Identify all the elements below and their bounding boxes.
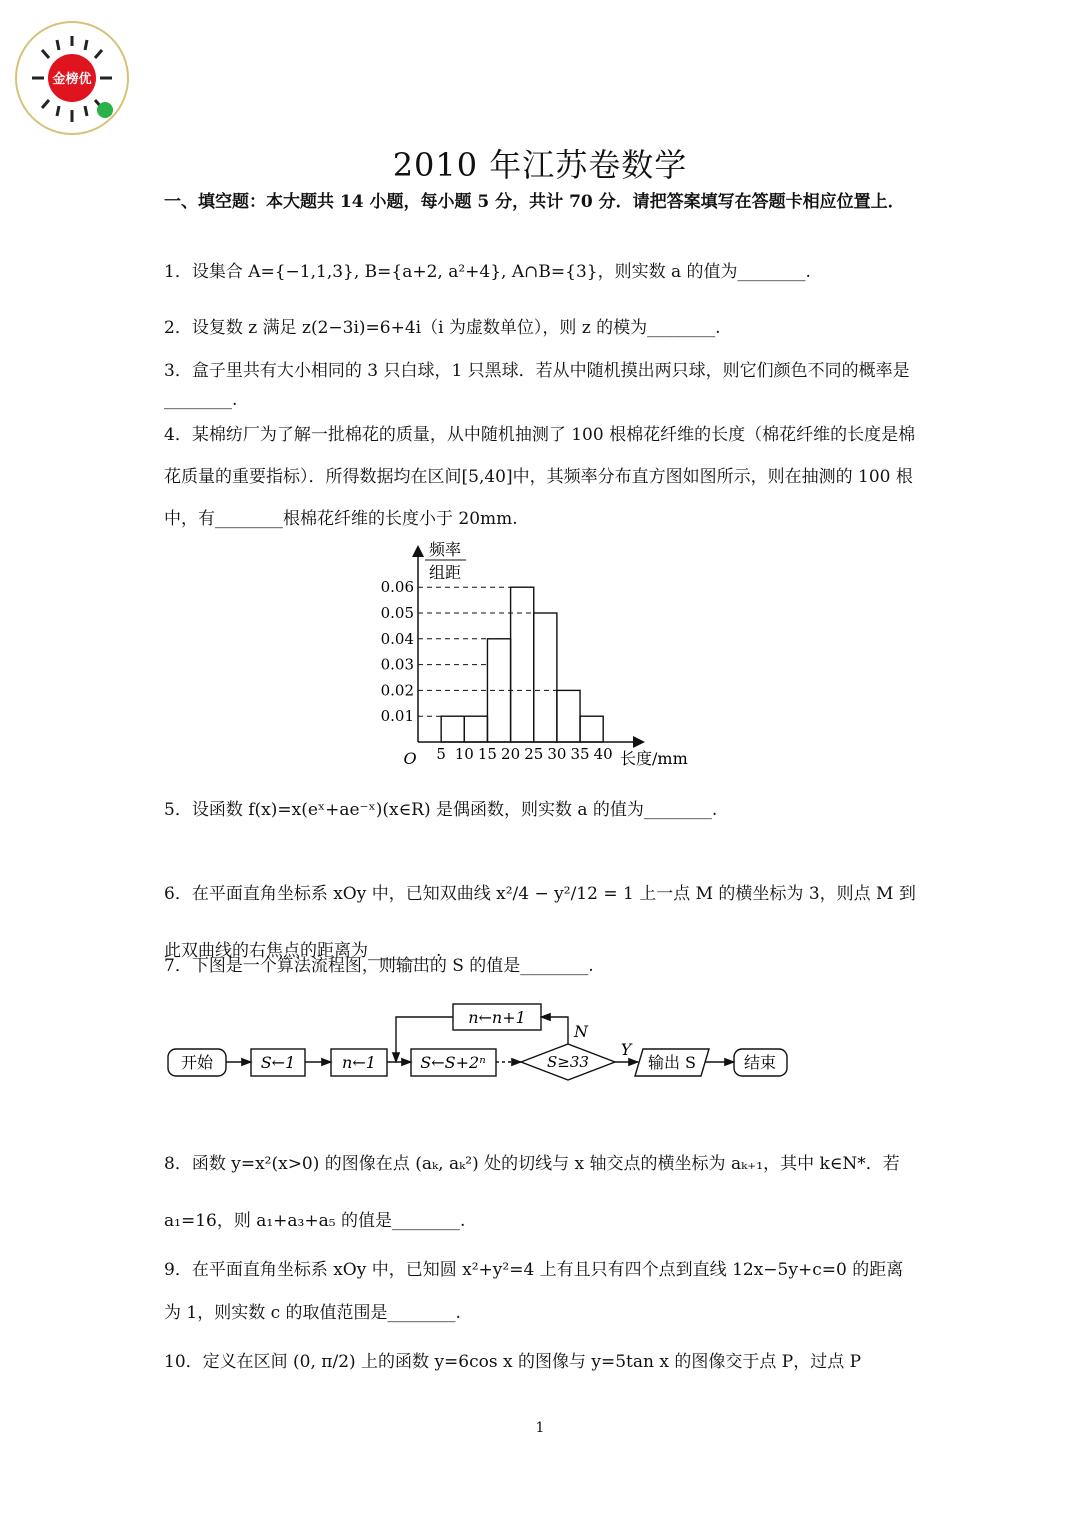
question-3: 3．盒子里共有大小相同的 3 只白球，1 只黑球．若从中随机摸出两只球，则它们颜色不同的概率是________. — [164, 361, 910, 410]
x-tick-label: 35 — [570, 745, 590, 763]
algorithm-flowchart — [160, 995, 800, 1090]
y-tick-label: 0.02 — [380, 681, 414, 700]
y-tick-label: 0.04 — [380, 629, 414, 648]
condition-label: S≥33 — [547, 1053, 589, 1071]
section-heading: 一、填空题：本大题共 14 小题，每小题 5 分，共计 70 分．请把答案填写在答题卡相应位置上． — [164, 192, 905, 212]
page-title: 2010 年江苏卷数学 — [392, 146, 688, 184]
x-tick-label: 10 — [454, 745, 474, 763]
question-10: 10．定义在区间 (0, π/2) 上的函数 y=6cos x 的图像与 y=5tan x 的图像交于点 P，过点 P — [164, 1352, 862, 1372]
y-label-top: 频率 — [428, 540, 462, 559]
s-init-label: S←1 — [260, 1053, 296, 1072]
frequency-histogram — [370, 530, 710, 775]
x-tick-label: 20 — [501, 745, 521, 763]
y-tick-label: 0.06 — [380, 578, 414, 597]
y-tick-label: 0.05 — [380, 604, 414, 622]
question-4: 4．某棉纺厂为了解一批棉花的质量，从中随机抽测了 100 根棉花纤维的长度（棉花纤维的长度是棉花质量的重要指标）．所得数据均在区间[5,40]中，其频率分布直方图如图所示，则在抽测的 100 根中，有________根棉花纤维的长度小于 20mm. — [164, 425, 916, 529]
yes-label: Y — [620, 1040, 632, 1059]
question-7: 7．下图是一个算法流程图，则输出的 S 的值是________. — [164, 956, 594, 976]
page-number: 1 — [535, 1420, 545, 1436]
n-init-label: n←1 — [342, 1053, 376, 1072]
histogram-bar — [441, 716, 464, 742]
x-tick-label: 30 — [547, 745, 567, 763]
x-tick-label: 5 — [436, 745, 446, 763]
x-tick-label: 25 — [524, 745, 544, 763]
start-label: 开始 — [180, 1053, 214, 1072]
s-update-label: S←S+2ⁿ — [420, 1053, 486, 1072]
histogram-bar — [580, 716, 603, 742]
y-tick-label: 0.03 — [380, 655, 414, 674]
question-9: 9．在平面直角坐标系 xOy 中，已知圆 x²+y²=4 上有且只有四个点到直线 12x−5y+c=0 的距离为 1，则实数 c 的取值范围是________. — [164, 1260, 904, 1323]
question-1: 1．设集合 A={−1,1,3}, B={a+2, a²+4}, A∩B={3}，则实数 a 的值为________. — [164, 262, 811, 282]
histogram-bar — [534, 613, 557, 742]
x-label: 长度/mm — [620, 749, 688, 768]
histogram-bar — [557, 690, 580, 742]
x-tick-label: 40 — [593, 745, 613, 763]
question-8: 8．函数 y=x²(x>0) 的图像在点 (aₖ, aₖ²) 处的切线与 x 轴交点的横坐标为 aₖ₊₁，其中 k∈N*．若 a₁=16，则 a₁+a₃+a₅ 的值是________. — [164, 1154, 900, 1231]
origin-label: O — [403, 749, 417, 768]
histogram-bar — [511, 587, 534, 742]
x-tick-label: 15 — [477, 745, 497, 763]
question-5: 5．设函数 f(x)=x(eˣ+ae⁻ˣ)(x∈R) 是偶函数，则实数 a 的值为________. — [164, 800, 718, 820]
end-label: 结束 — [743, 1053, 777, 1072]
question-2: 2．设复数 z 满足 z(2−3i)=6+4i（i 为虚数单位），则 z 的模为________. — [164, 318, 721, 338]
n-update-label: n←n+1 — [468, 1008, 526, 1027]
y-tick-label: 0.01 — [380, 707, 414, 726]
logo-center-text: 金榜优 — [52, 72, 92, 87]
output-label: 输出 S — [647, 1053, 697, 1072]
logo — [12, 18, 136, 136]
question-6: 6．在平面直角坐标系 xOy 中，已知双曲线 x²/4 − y²/12 = 1 上一点 M 的横坐标为 3，则点 M 到此双曲线的右焦点的距离为________. — [164, 884, 916, 961]
y-label-bottom: 组距 — [428, 563, 462, 582]
no-label: N — [574, 1022, 588, 1041]
histogram-bar — [464, 716, 487, 742]
